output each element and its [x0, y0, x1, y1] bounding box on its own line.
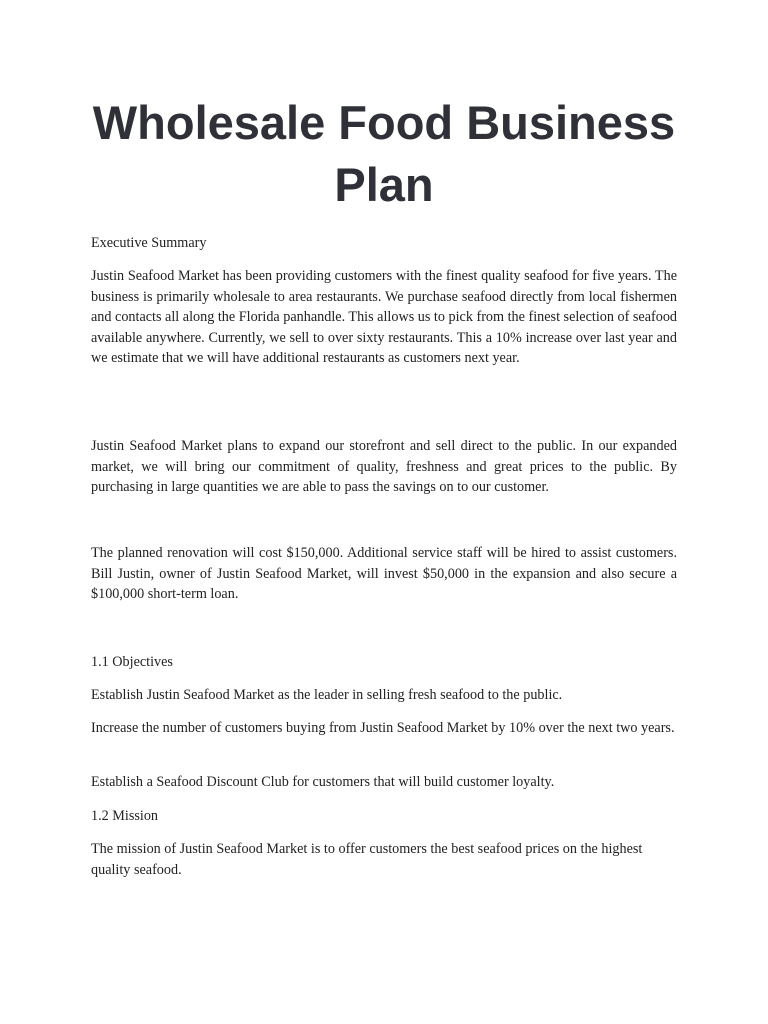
document-title: Wholesale Food Business Plan: [92, 96, 676, 211]
mission-heading: 1.2 Mission: [91, 808, 159, 824]
executive-summary-paragraph-1: Justin Seafood Market has been providing customers with the finest quality seafood for five years. The business is primarily wholesale to area restaurants. We purchase seafood directly from local fishermen and contacts all along the Florida panhandle. This allows us to pick from the finest selection of seafood available anywhere. Currently, we sell to over sixty restaurants. This a 10% increase over last year and we estimate that we will have additional restaurants as customers next year.: [91, 268, 678, 366]
executive-summary-paragraph-3: The planned renovation will cost $150,000. Additional service staff will be hired to assist customers. Bill Justin, owner of Justin Seafood Market, will invest $50,000 in the expansion and also secure a $100,000 short-term loan.: [91, 545, 677, 602]
objective-item-1: Establish Justin Seafood Market as the leader in selling fresh seafood to the public.: [91, 687, 563, 703]
executive-summary-paragraph-2: Justin Seafood Market plans to expand our storefront and sell direct to the public. In our expanded market, we will bring our commitment of quality, freshness and great prices to the public. By purchasing in large quantities we are able to pass the savings on to our customer.: [91, 438, 677, 495]
objective-item-3: Establish a Seafood Discount Club for customers that will build customer loyalty.: [91, 774, 555, 790]
objectives-heading: 1.1 Objectives: [91, 654, 173, 670]
objective-item-2: Increase the number of customers buying from Justin Seafood Market by 10% over the next two years.: [91, 720, 675, 736]
executive-summary-heading: Executive Summary: [91, 235, 207, 251]
mission-paragraph: The mission of Justin Seafood Market is to offer customers the best seafood prices on the highest quality seafood.: [91, 841, 643, 878]
